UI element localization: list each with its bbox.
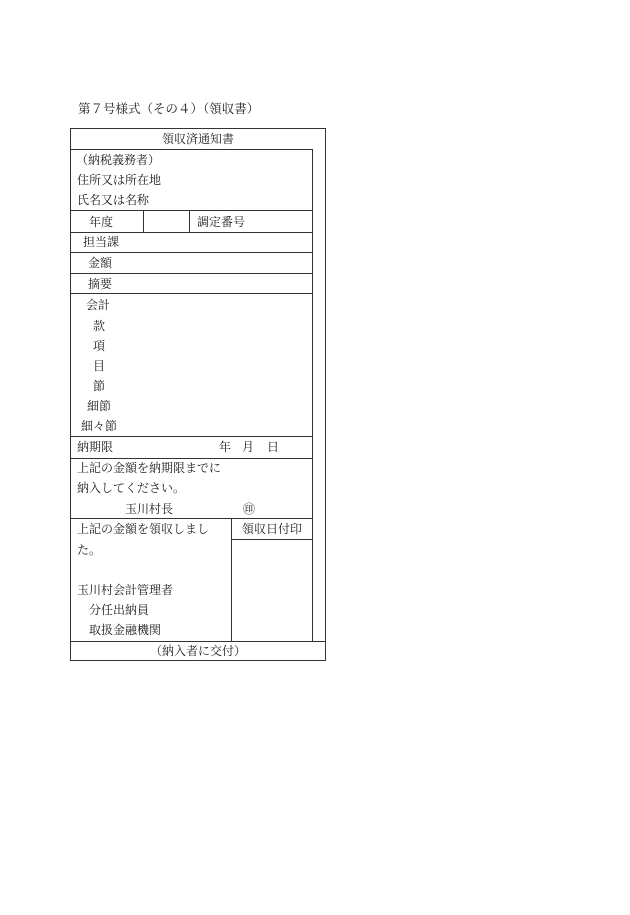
- deadline-year-label: 年: [219, 440, 232, 454]
- rule: [71, 252, 312, 253]
- form-footer: （納入者に交付）: [149, 644, 246, 658]
- account-kaikei-label: 会計: [86, 298, 111, 312]
- form-title: 第７号様式（その４）（領収書）: [78, 101, 260, 116]
- summary-label: 摘要: [88, 277, 113, 291]
- accountant-label: 玉川村会計管理者: [77, 583, 174, 597]
- rule: [71, 518, 312, 519]
- account-kan-label: 款: [93, 319, 106, 333]
- deadline-label: 納期限: [77, 440, 114, 454]
- deadline-month-label: 月: [242, 440, 255, 454]
- rule: [231, 539, 312, 540]
- deadline-day-label: 日: [267, 440, 280, 454]
- account-moku-label: 目: [93, 359, 106, 373]
- sub-cashier-label: 分任出納員: [89, 603, 150, 617]
- mayor-name: 玉川村長: [125, 502, 174, 516]
- account-saisaisetsu-label: 細々節: [81, 419, 118, 433]
- address-label: 住所又は所在地: [77, 173, 162, 187]
- received-line-1: 上記の金額を領収しまし: [77, 522, 210, 536]
- rule: [143, 210, 144, 232]
- fiscal-year-label: 年度: [89, 215, 114, 229]
- received-line-2: た。: [77, 543, 102, 557]
- rule: [71, 232, 312, 233]
- rule: [71, 210, 312, 211]
- assessment-number-label: 調定番号: [197, 215, 246, 229]
- receipt-stamp-label: 領収日付印: [242, 522, 303, 536]
- account-setsu-label: 節: [93, 379, 106, 393]
- rule: [71, 293, 312, 294]
- rule: [71, 273, 312, 274]
- rule: [231, 518, 232, 641]
- taxpayer-label: （納税義務者）: [76, 153, 161, 167]
- seal-mark: ㊞: [243, 502, 256, 516]
- receipt-form: [70, 128, 326, 661]
- account-saisetsu-label: 細節: [87, 399, 112, 413]
- bank-label: 取扱金融機関: [89, 623, 162, 637]
- notice-line-2: 納入してください。: [77, 481, 186, 495]
- rule: [71, 641, 325, 642]
- department-label: 担当課: [83, 235, 120, 249]
- rule: [71, 149, 312, 150]
- rule: [312, 149, 313, 641]
- notice-line-1: 上記の金額を納期限までに: [77, 461, 222, 475]
- rule: [189, 210, 190, 232]
- form-heading: 領収済通知書: [161, 132, 234, 146]
- amount-label: 金額: [88, 256, 113, 270]
- rule: [71, 458, 312, 459]
- name-label: 氏名又は名称: [77, 193, 150, 207]
- account-kou-label: 項: [93, 339, 106, 353]
- rule: [71, 436, 312, 437]
